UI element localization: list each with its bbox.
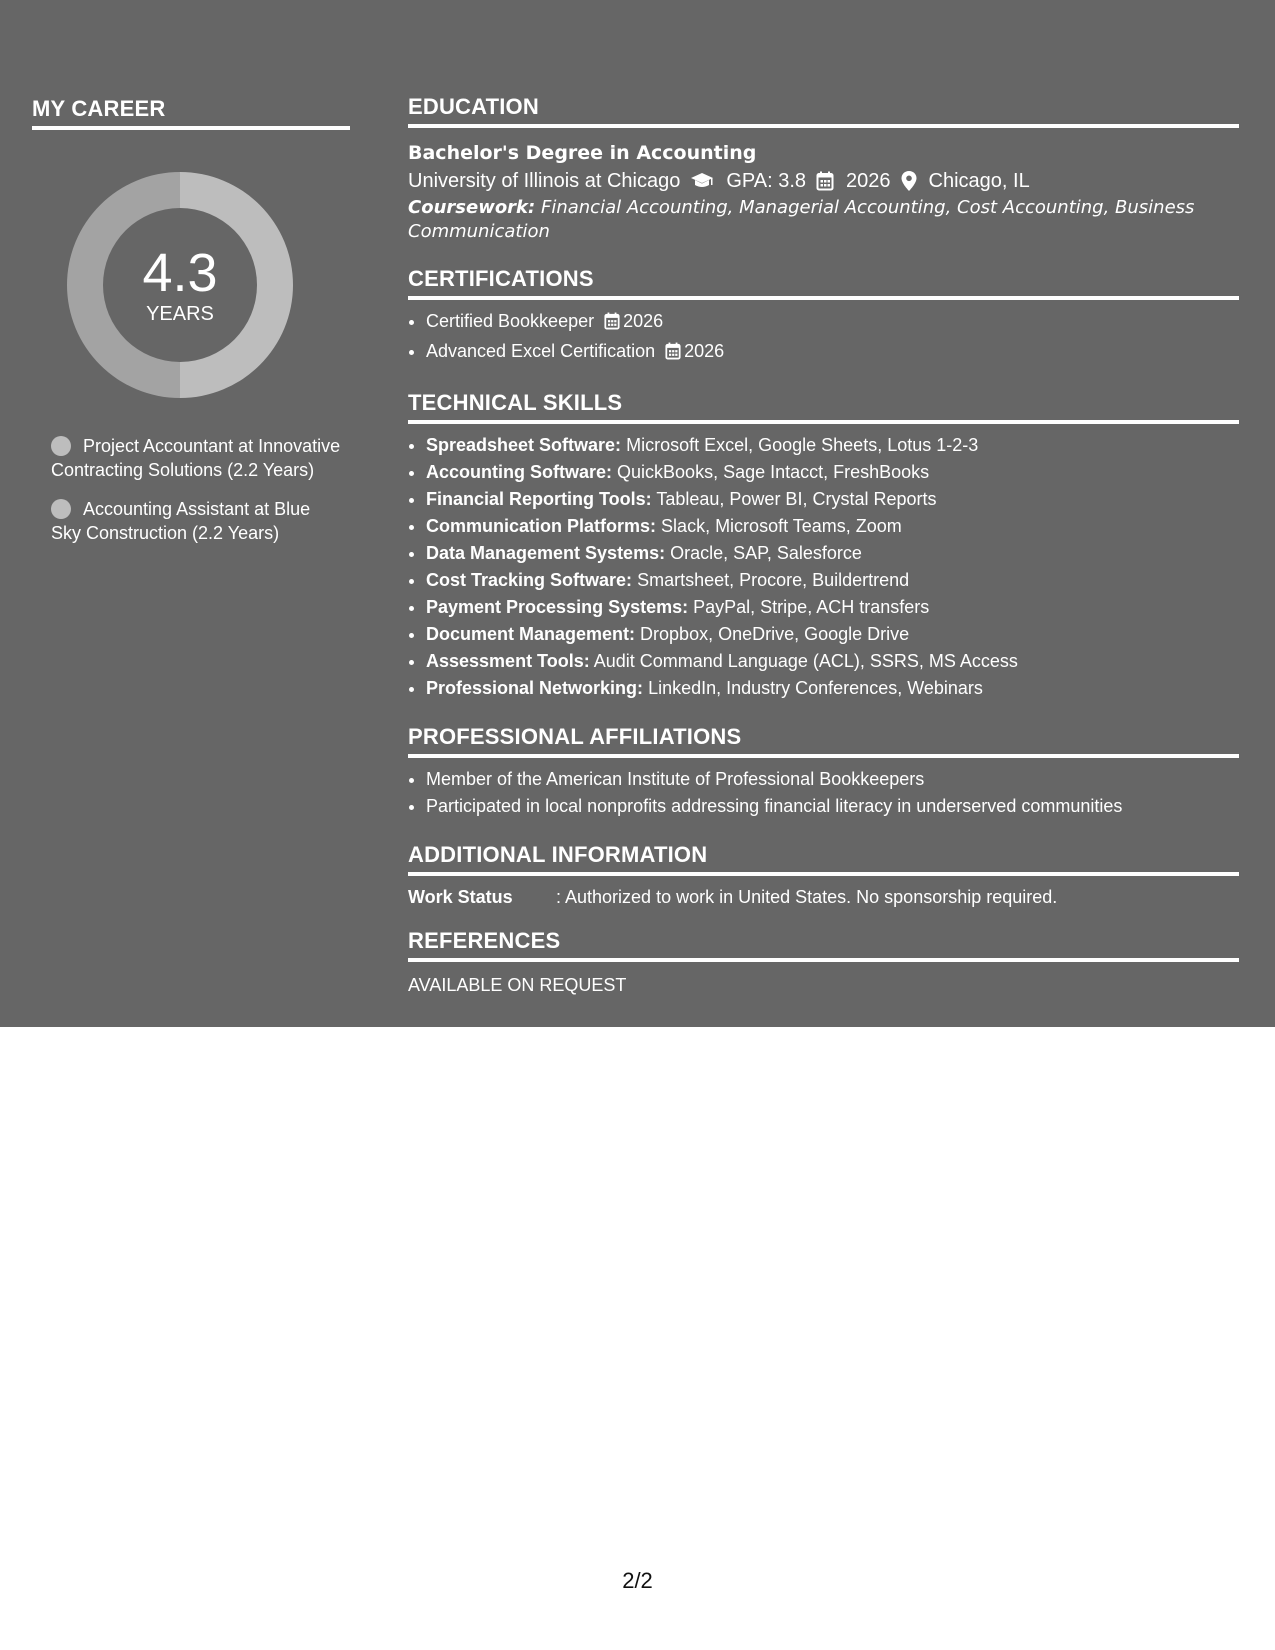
certification-item xyxy=(426,308,1239,338)
school-location: Chicago, IL xyxy=(928,170,1030,192)
certifications-list xyxy=(408,308,1239,368)
skills-heading: TECHNICAL SKILLS xyxy=(408,390,1239,424)
education-meta xyxy=(408,166,1239,196)
additional-heading: ADDITIONAL INFORMATION xyxy=(408,842,1239,876)
skill-item xyxy=(426,648,1239,675)
calendar-icon xyxy=(604,311,620,338)
certification-name: Advanced Excel Certification xyxy=(426,341,656,361)
donut-center xyxy=(67,172,293,398)
skill-item xyxy=(426,621,1239,648)
skills-section xyxy=(408,390,1239,702)
skill-value: PayPal, Stripe, ACH transfers xyxy=(693,597,930,617)
education-heading: EDUCATION xyxy=(408,94,1239,128)
skill-item xyxy=(426,486,1239,513)
career-position-text: Project Accountant at Innovative Contracting Solutions (2.2 Years) xyxy=(51,436,341,480)
references-section xyxy=(408,928,1239,998)
career-position-text: Accounting Assistant at Blue Sky Construction (2.2 Years) xyxy=(51,499,311,543)
skill-value: Smartsheet, Procore, Buildertrend xyxy=(637,570,910,590)
graduation-cap-icon xyxy=(690,172,714,190)
references-heading: REFERENCES xyxy=(408,928,1239,962)
skill-value: Dropbox, OneDrive, Google Drive xyxy=(640,624,910,644)
certification-item xyxy=(426,338,1239,368)
skill-item xyxy=(426,432,1239,459)
graduation-year: 2026 xyxy=(846,170,891,192)
skill-label: Financial Reporting Tools: xyxy=(426,489,652,509)
certification-year: 2026 xyxy=(623,311,664,331)
coursework xyxy=(408,196,1239,244)
affiliations-heading: PROFESSIONAL AFFILIATIONS xyxy=(408,724,1239,758)
affiliation-item: • Member of the American Institute of Professional Bookkeepers xyxy=(426,766,1239,793)
career-heading: MY CAREER xyxy=(32,96,350,130)
map-pin-icon xyxy=(901,171,917,191)
school-name: University of Illinois at Chicago xyxy=(408,170,681,192)
certification-name: Certified Bookkeeper xyxy=(426,311,595,331)
skill-value: Slack, Microsoft Teams, Zoom xyxy=(661,516,902,536)
affiliations-section xyxy=(408,724,1239,820)
additional-section xyxy=(408,842,1239,910)
skills-list xyxy=(408,432,1239,702)
skill-label: Professional Networking: xyxy=(426,678,644,698)
coursework-text: Financial Accounting, Managerial Accounting, Cost Accounting, Business Communication xyxy=(408,197,1195,242)
details-column xyxy=(408,94,1239,1020)
skill-label: Payment Processing Systems: xyxy=(426,597,689,617)
skill-item xyxy=(426,459,1239,486)
skill-value: Tableau, Power BI, Crystal Reports xyxy=(656,489,937,509)
skill-value: Oracle, SAP, Salesforce xyxy=(670,543,862,563)
legend-dot-icon xyxy=(51,436,71,456)
skill-item xyxy=(426,675,1239,702)
affiliation-item: • Participated in local nonprofits addressing financial literacy in underserved communities xyxy=(426,793,1239,820)
career-column xyxy=(32,96,352,560)
certification-year: 2026 xyxy=(684,341,725,361)
references-text: AVAILABLE ON REQUEST xyxy=(408,975,627,995)
work-status-row xyxy=(408,884,1239,910)
skill-label: Spreadsheet Software: xyxy=(426,435,622,455)
skill-value: QuickBooks, Sage Intacct, FreshBooks xyxy=(617,462,930,482)
coursework-label: Coursework: xyxy=(408,197,536,218)
degree-title: Bachelor's Degree in Accounting xyxy=(408,142,757,164)
career-positions xyxy=(51,434,341,545)
skill-value: LinkedIn, Industry Conferences, Webinars xyxy=(648,678,983,698)
skill-label: Assessment Tools: xyxy=(426,651,590,671)
page-number: 2/2 xyxy=(622,1568,653,1593)
career-total-value: 4.3 xyxy=(142,243,218,303)
legend-dot-icon xyxy=(51,499,71,519)
work-status-value: : Authorized to work in United States. No sponsorship required. xyxy=(556,887,1058,907)
career-donut-chart xyxy=(67,172,293,398)
calendar-icon xyxy=(816,171,834,191)
affiliations-list xyxy=(408,766,1239,820)
certifications-section xyxy=(408,266,1239,368)
skill-label: Document Management: xyxy=(426,624,636,644)
education-section xyxy=(408,94,1239,244)
gpa-text: GPA: 3.8 xyxy=(726,170,807,192)
work-status-label: Work Status xyxy=(408,887,513,907)
skill-item xyxy=(426,567,1239,594)
skill-label: Accounting Software: xyxy=(426,462,613,482)
career-position-item xyxy=(51,434,341,482)
calendar-icon xyxy=(665,341,681,368)
skill-item xyxy=(426,594,1239,621)
skill-label: Cost Tracking Software: xyxy=(426,570,633,590)
career-position-item xyxy=(51,497,341,545)
skill-label: Data Management Systems: xyxy=(426,543,666,563)
skill-label: Communication Platforms: xyxy=(426,516,657,536)
skill-value: Microsoft Excel, Google Sheets, Lotus 1-2-3 xyxy=(626,435,979,455)
skill-item xyxy=(426,513,1239,540)
certifications-heading: CERTIFICATIONS xyxy=(408,266,1239,300)
skill-item xyxy=(426,540,1239,567)
career-total-unit: YEARS xyxy=(146,303,214,325)
skill-value: Audit Command Language (ACL), SSRS, MS Access xyxy=(593,651,1018,671)
